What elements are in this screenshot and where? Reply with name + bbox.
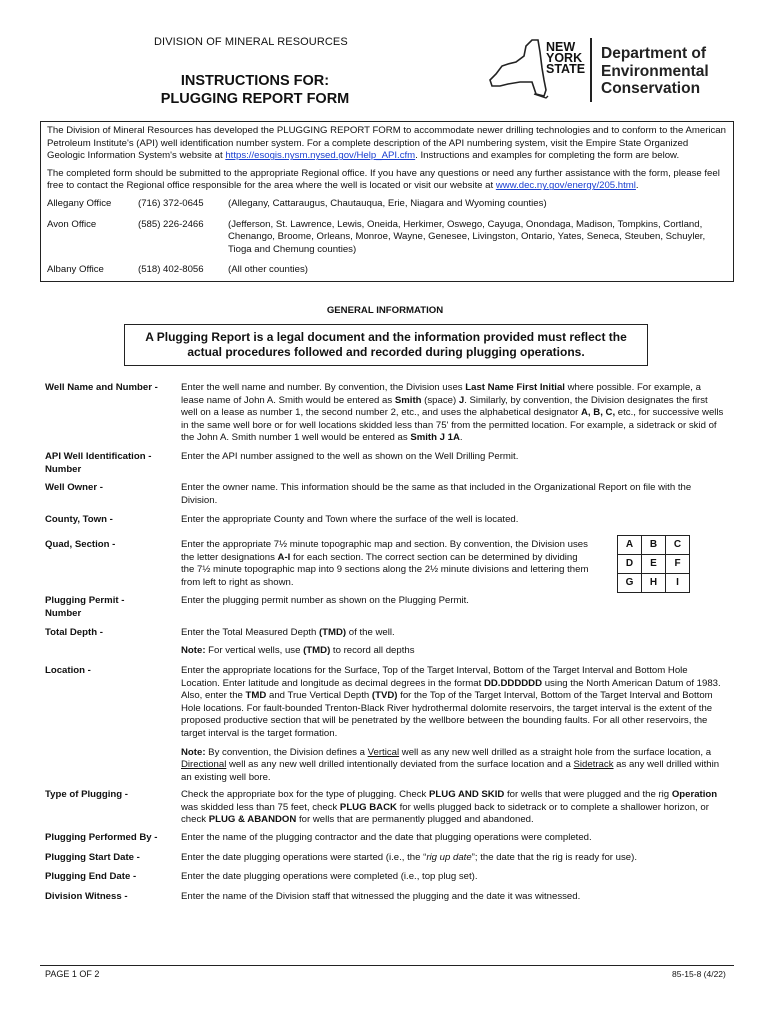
office-row [47,198,727,211]
footer-divider [40,965,734,966]
dec-wordmark: Department of Environmental Conservation [601,45,709,97]
field-text: Enter the owner name. This information should be the same as that included in the Organizational Report on file with the Division. [181,482,692,506]
field-label: Plugging End Date - [45,871,137,882]
esogis-link[interactable]: https://esogis.nysm.nysed.gov/Help_API.cfm [225,150,416,162]
field-text: Enter the plugging permit number as shown on the Plugging Permit. [181,595,469,606]
intro-box [40,121,734,282]
legal-notice-box: A Plugging Report is a legal document and the information provided must reflect the actual procedures followed and recorded during plugging operations. [124,324,648,366]
page-number: PAGE 1 OF 2 [45,969,100,979]
field-text: Enter the well name and number. By convention, the Division uses Last Name First Initial where possible. For example, a lease name of John A. Smith would be entered as Smith (space) J. Similarly, by convention, the Division designates the first well on a lease as number 1, the second number 2, etc., and uses the alphabetical designator A, B, C, etc., for successive wells in the same well bore or for well locations skidded less than 75' from the permitted location. For example, a sidetrack or skid of the John A. Smith number 1 well would be entered as Smith J 1A. [181,382,724,444]
dec-website-link[interactable]: www.dec.ny.gov/energy/205.html [495,180,636,192]
title-line-1: INSTRUCTIONS FOR: [180,73,330,89]
field-text: Enter the appropriate 7½ minute topographic map and section. By convention, the Division uses the letter designations A-I for each section. The correct section can be determined by dividing the 7½ minute topographic map into 9 sections along the 2½ minute divisions and lettering them from left to right as shown. [181,539,589,588]
office-row [47,219,727,257]
field-label: Plugging Permit - Number [45,595,125,619]
title-line-2: PLUGGING REPORT FORM [160,91,350,107]
field-text: Enter the name of the plugging contractor and the date that plugging operations were completed. [181,832,592,843]
office-row [47,264,727,277]
general-information-heading: GENERAL INFORMATION [326,305,444,316]
section-cell: C [666,536,690,555]
division-name: DIVISION OF MINERAL RESOURCES [154,36,348,48]
dec-logo [486,38,726,104]
ny-state-wordmark: NEW YORK STATE [546,40,586,76]
field-label: Location - [45,665,91,676]
office-counties: (Jefferson, St. Lawrence, Lewis, Oneida, Herkimer, Oswego, Cayuga, Onondaga, Madison, Tompkins, Cortland, Chenango, Broome, Orleans, Monroe, Wayne, Genesee, Livingston, Ontario, Yates, Seneca, Steuben, Schuyler, Tioga and Chemung counties) [228,218,706,255]
section-cell: G [618,574,642,593]
office-phone: (585) 226-2466 [138,218,204,230]
intro-paragraph-2: The completed form should be submitted to the appropriate Regional office. If you have any questions or need any further assistance with the form, please feel free to contact the Regional office responsible for the area where the well is located or visit our website at www.dec.ny.gov/energy/205.html. [47,167,720,192]
field-label: County, Town - [45,514,113,525]
section-cell: D [618,555,642,574]
field-label: Type of Plugging - [45,789,128,800]
field-text: Enter the date plugging operations were started (i.e., the “rig up date”; the date that the rig is ready for use). [181,852,637,863]
field-text: Enter the appropriate locations for the Surface, Top of the Target Interval, Bottom of the Target Interval and Bottom Hole Location. Enter latitude and longitude as decimal degrees in the format DD.DDDDDD using the North American Datum of 1983. Also, enter the TMD and True Vertical Depth (TVD) for the Top of the Target Interval, Bottom of the Target Interval and Bottom Hole locations. For fault-bounded Trenton-Black River hydrothermal dolomite reservoirs, the target interval is the extent of the proposed productive section that will be penetrated by the wellbore between the bounding faults. For all other reservoirs, the target interval is the target formation. Note: By convention, the Division defines a Vertical well as any new well drilled as a straight hole from the surface location, a Directional well as any new well drilled intentionally deviated from the surface location and a Sidetrack as any well drilled within an existing well bore. [181,665,721,783]
field-label: Well Owner - [45,482,103,493]
field-label: Total Depth - [45,627,103,638]
office-phone: (716) 372-0645 [138,197,204,209]
section-cell: E [642,555,666,574]
ny-state-outline-icon [486,38,550,104]
field-label: Quad, Section - [45,539,116,550]
office-name: Avon Office [47,218,97,230]
field-text: Enter the appropriate County and Town where the surface of the well is located. [181,514,519,525]
field-label: Plugging Performed By - [45,832,158,843]
office-name: Albany Office [47,264,104,276]
office-phone: (518) 402-8056 [138,264,204,276]
intro-paragraph-1: The Division of Mineral Resources has developed the PLUGGING REPORT FORM to accommodate newer drilling technologies and to conform to the American Petroleum Institute's (API) well identification number system. For a complete description of the API numbering system, visit the Empire State Organized Geologic Information System's website at https://esogis.nysm.nysed.gov/Help_API.cfm. Instructions and examples for completing the form are below. [47,125,726,162]
field-label: Division Witness - [45,891,128,902]
logo-divider [590,38,592,102]
section-cell: I [666,574,690,593]
field-label: API Well Identification - Number [45,451,152,475]
section-cell: B [642,536,666,555]
section-cell: A [618,536,642,555]
page-title [150,72,360,108]
office-name: Allegany Office [47,197,112,209]
section-grid [617,535,690,593]
office-counties: (All other counties) [228,264,308,276]
field-label: Well Name and Number - [45,382,158,393]
section-cell: H [642,574,666,593]
form-number: 85-15-8 (4/22) [672,969,726,979]
field-text: Check the appropriate box for the type of plugging. Check PLUG AND SKID for wells that were plugged and the rig Operation was skidded less than 75 feet, check PLUG BACK for wells plugged back to sidetrack or to complete a shallower horizon, or check PLUG & ABANDON for wells that are permanently plugged and abandoned. [181,789,718,826]
field-text: Enter the name of the Division staff that witnessed the plugging and the date it was witnessed. [181,891,581,902]
field-label: Plugging Start Date - [45,852,140,863]
field-text: Enter the Total Measured Depth (TMD) of the well. Note: For vertical wells, use (TMD) to record all depths [181,627,415,656]
field-text: Enter the date plugging operations were completed (i.e., top plug set). [181,871,478,882]
office-counties: (Allegany, Cattaraugus, Chautauqua, Erie, Niagara and Wyoming counties) [228,197,547,209]
field-text: Enter the API number assigned to the well as shown on the Well Drilling Permit. [181,451,519,462]
section-cell: F [666,555,690,574]
